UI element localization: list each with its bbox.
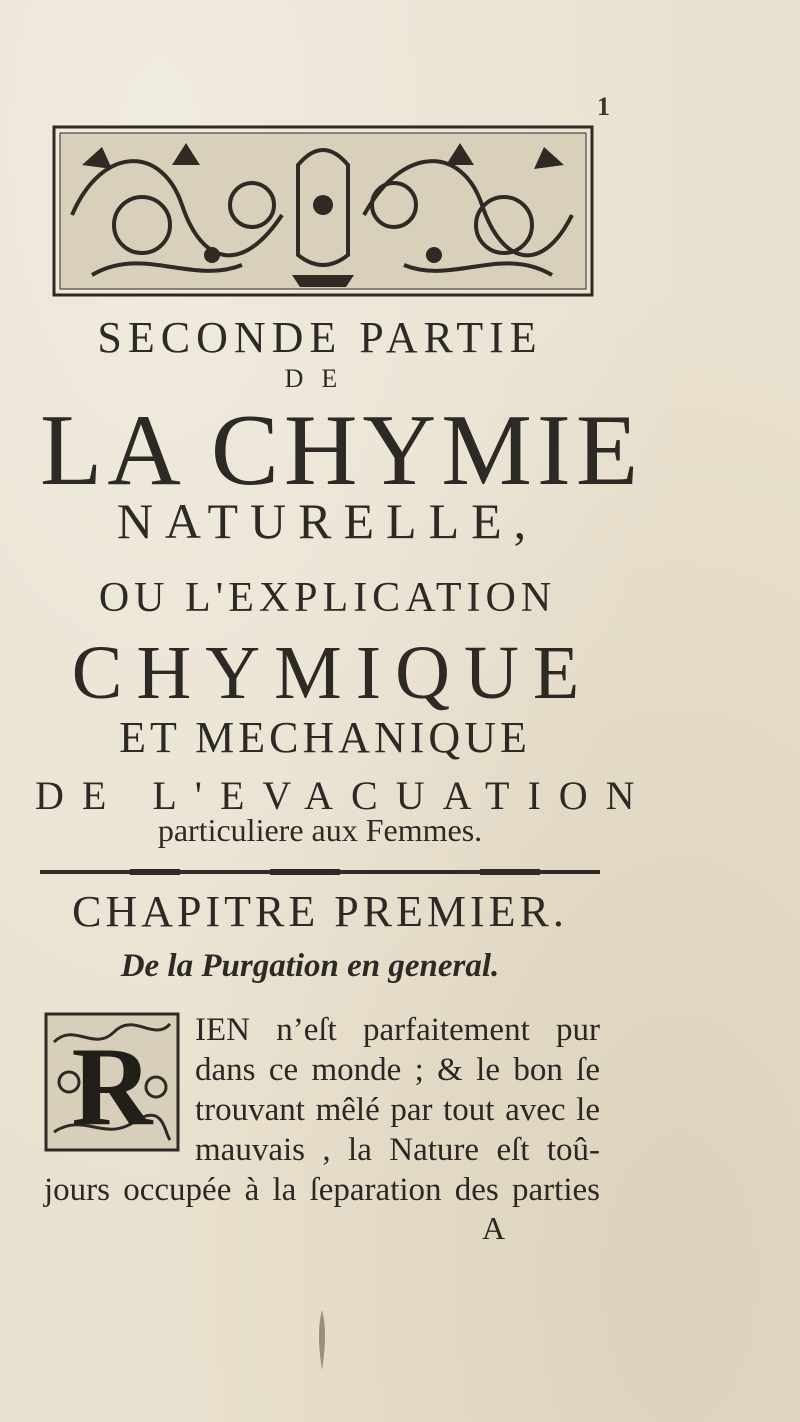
ornamental-headpiece-icon bbox=[52, 125, 594, 297]
title-ou-explication: OU L'EXPLICATION bbox=[98, 575, 557, 621]
title-chymique: CHYMIQUE bbox=[71, 631, 594, 715]
title-naturelle: NATURELLE, bbox=[116, 493, 539, 549]
page-number: 1 bbox=[597, 92, 610, 121]
title-particuliere: particuliere aux Femmes. bbox=[157, 812, 483, 848]
body-line-4: mauvais , la Nature eſt toû- bbox=[195, 1132, 600, 1168]
chapter-subheading: De la Purgation en general. bbox=[120, 948, 500, 984]
chapter-heading: CHAPITRE PREMIER. bbox=[72, 887, 568, 936]
title-seconde-partie: SECONDE PARTIE bbox=[97, 313, 543, 362]
ink-stain bbox=[316, 1310, 328, 1370]
title-et-mechanique: ET MECHANIQUE bbox=[119, 713, 531, 762]
decorative-rule bbox=[40, 868, 600, 876]
title-de: DE bbox=[284, 364, 356, 393]
initial-letter: R bbox=[71, 1025, 153, 1149]
decorated-initial bbox=[44, 1012, 180, 1152]
body-line-3: trouvant mêlé par tout avec le bbox=[195, 1092, 600, 1128]
body-line-1: IEN n’eſt parfaitement pur bbox=[195, 1012, 600, 1048]
body-line-5: jours occupée à la ſeparation des parties bbox=[44, 1172, 600, 1208]
title-la-chymie: LA CHYMIE bbox=[40, 394, 644, 507]
body-line-2: dans ce monde ; & le bon ſe bbox=[195, 1052, 600, 1088]
title-de-evacuation: DE L'EVACUATION bbox=[35, 773, 653, 818]
signature-mark: A bbox=[482, 1210, 506, 1246]
